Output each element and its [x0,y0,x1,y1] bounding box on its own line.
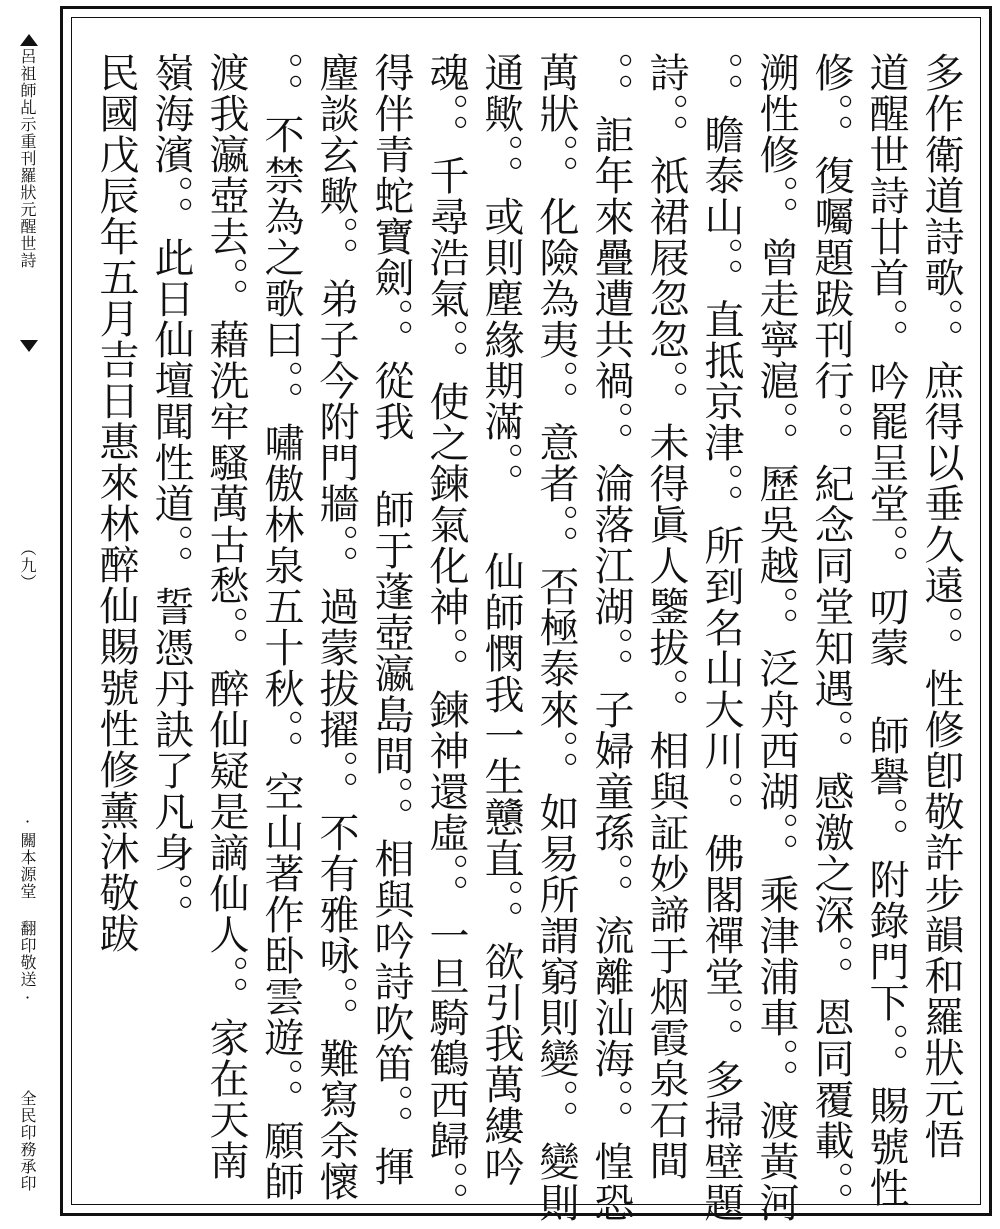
text-column-16: 民國戊辰年五月吉日惠來林醉仙賜號性修薰沐敬跋 [93,52,139,954]
text-column-8: 萬狀。。化險為夷。。意者。。否極泰來。。如易所謂窮則變。。變則 [533,52,579,1223]
text-column-3: 修。。復囑題跋刊行。。紀念同堂知遇。。感激之深。。恩同覆載。。 [808,52,854,1223]
triangle-up-icon [20,34,38,46]
text-column-13: 。。不禁為之歌曰。。嘯傲林泉五十秋。。空山著作卧雲遊。。願師 [258,52,304,1202]
text-column-12: 麈談玄歟。。弟子今附門牆。。過蒙拔擢。。不有雅咏。。難寫余懷 [313,52,359,1202]
text-column-6: 詩。。祇裙屐忽忽。。未得眞人鑒拔。。相與証妙諦于烟霞泉石間 [643,52,689,1181]
text-column-11: 得伴青蛇寶劍。。從我 師于蓬壺瀛島間。。相與吟詩吹笛。。揮 [368,52,414,1187]
text-column-4: 溯性修。。曾走寧滬。。歷吳越。。泛舟西湖。。乘津浦車。。渡黃河 [753,52,799,1223]
page-number: （九） [18,540,37,591]
text-column-14: 渡我瀛壺去。。藉洗牢騷萬古愁。。醉仙疑是謫仙人。。家在天南 [203,52,249,1181]
text-column-2: 道醒世詩廿首。。吟罷呈堂。。叨蒙 師譽。。附錄門下。。賜號性 [863,52,909,1208]
page-margin [0,0,52,1229]
text-column-9: 通歟。。或則塵緣期滿。。 仙師憫我一生戇直。。欲引我萬縷吟 [478,52,524,1187]
text-column-1: 多作衛道詩歌。。庶得以垂久遠。。性修卽敬許步韻和羅狀元悟 [918,52,964,1160]
text-column-5: 。。瞻泰山。。直抵京津。。所到名山大川。。佛閣禪堂。。多掃壁題 [698,52,744,1223]
book-title: 呂祖師乩示重刊羅狀元醒世詩 [18,48,37,269]
printer-credit: 全民印務承印 [18,1090,37,1192]
text-body [78,30,980,1223]
text-column-7: 。。詎年來疊遭共禍。。淪落江湖。。子婦童孫。。流離汕海。。惶恐 [588,52,634,1223]
triangle-down-icon [20,340,38,352]
text-column-10: 魂。。千尋浩氣。。使之鍊氣化神。。鍊神還虛。。一旦騎鶴西歸。。 [423,52,469,1223]
publisher-note: ·關本源堂 翻印敬送· [18,812,37,1008]
text-column-15: 嶺海濱。。此日仙壇聞性道。。誓憑丹訣了凡身。。 [148,52,194,935]
